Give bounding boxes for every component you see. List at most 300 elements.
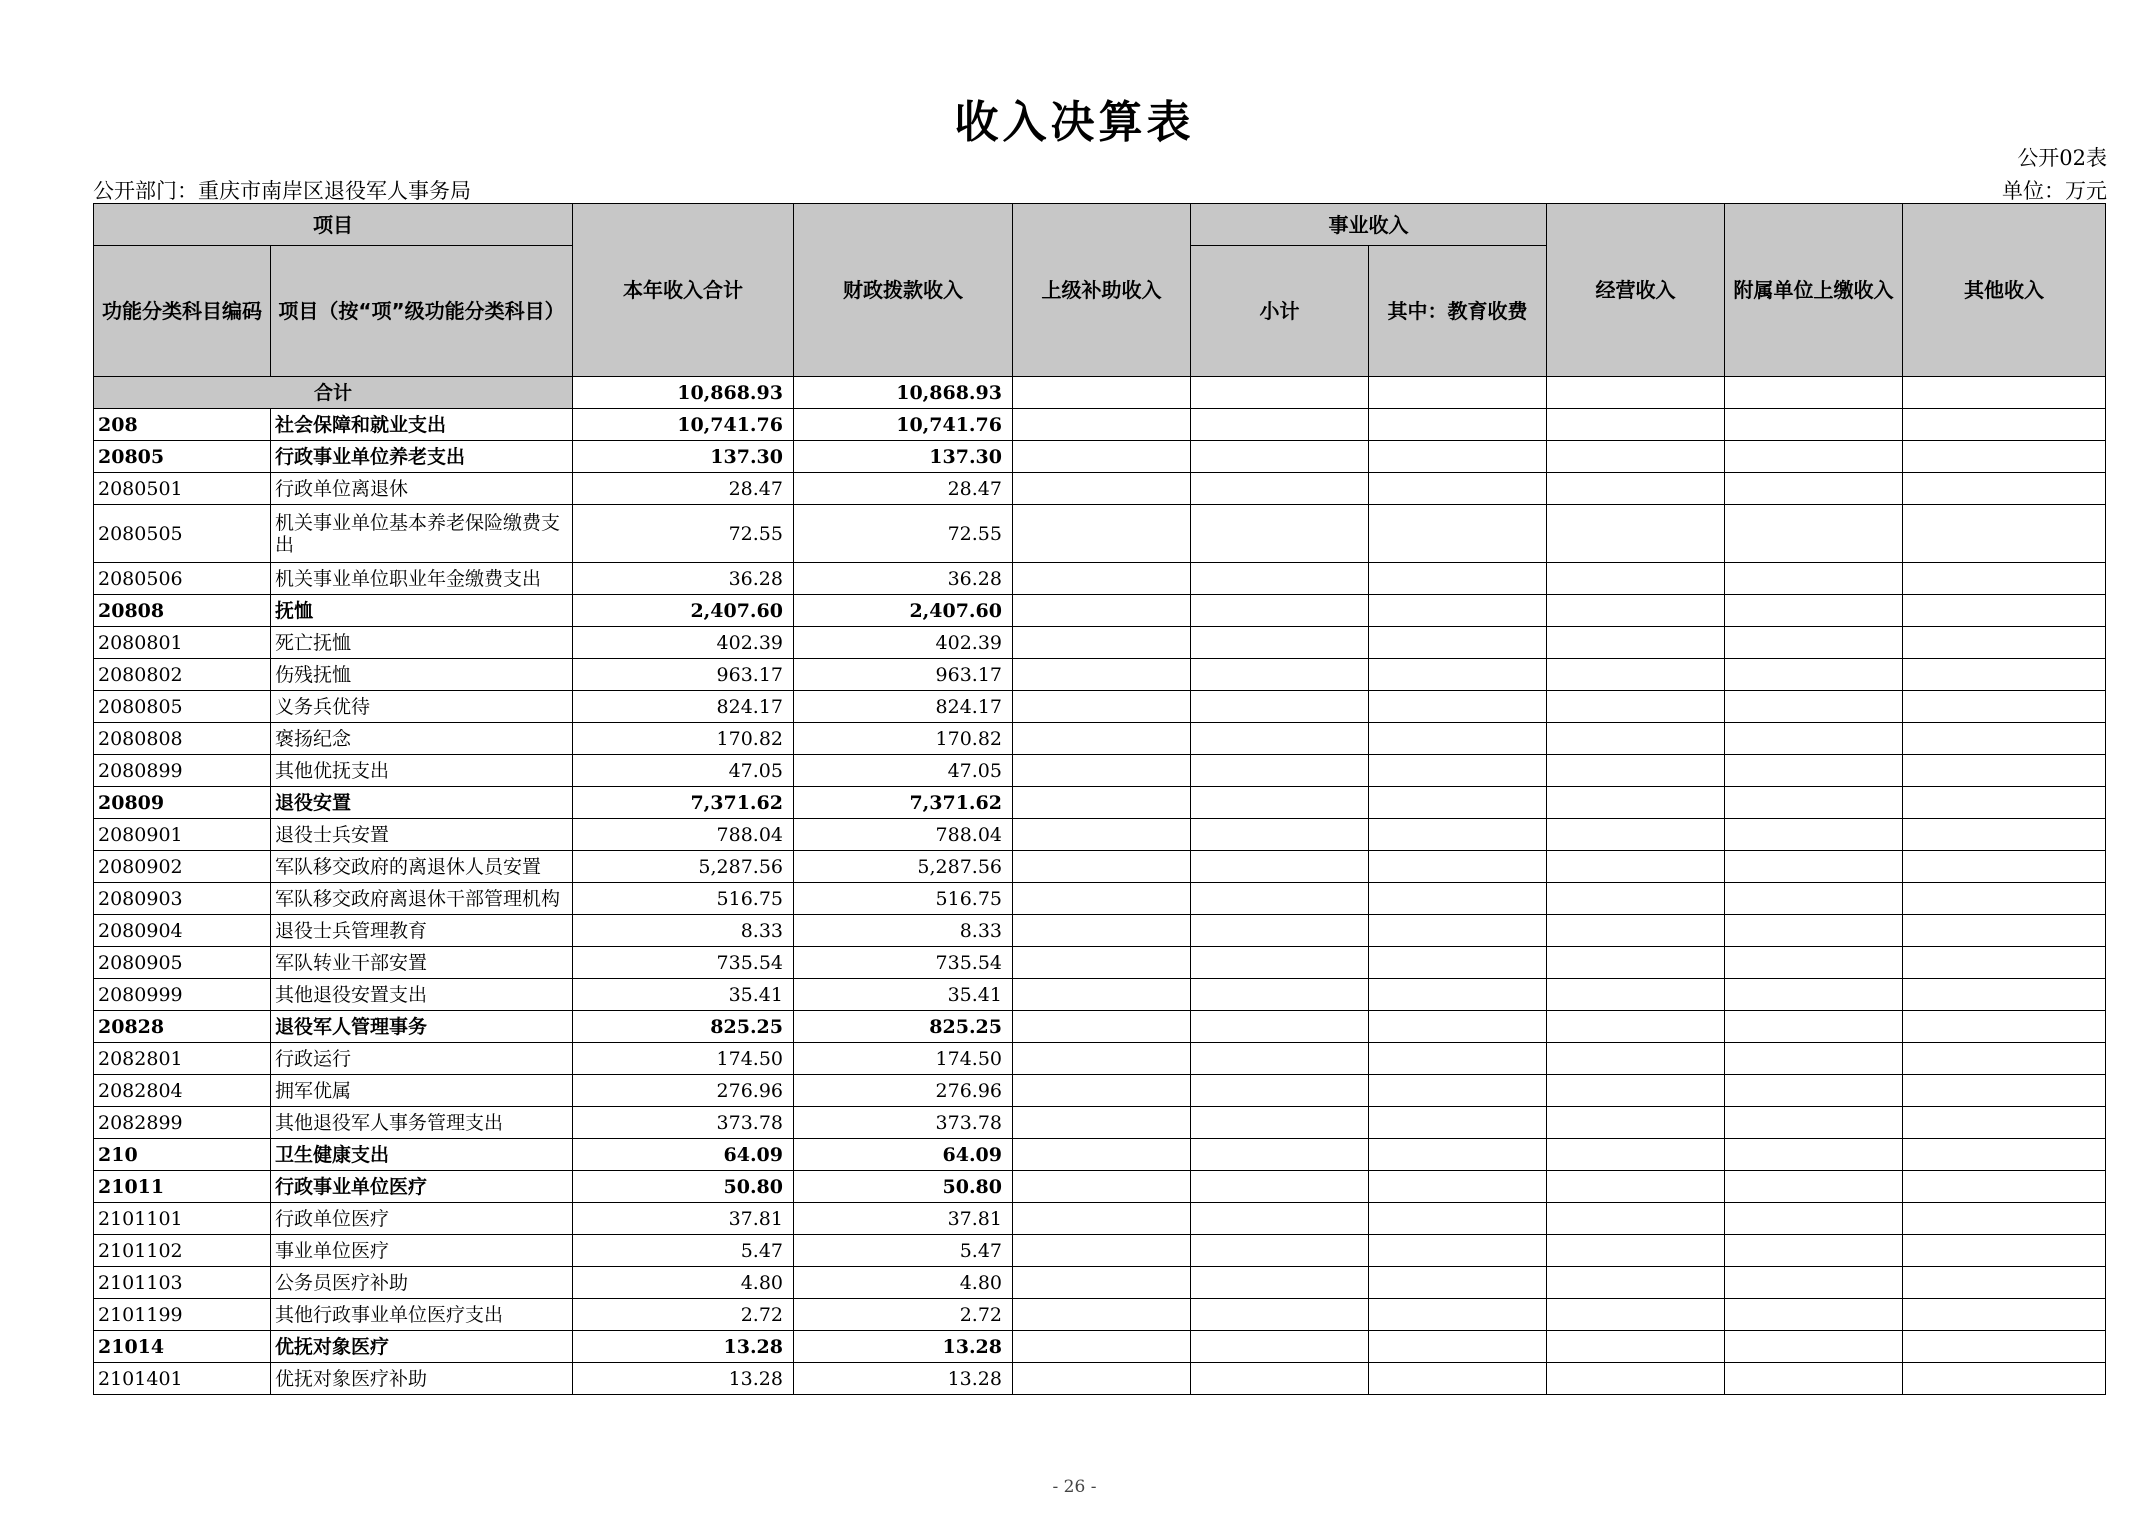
row-name: 死亡抚恤 bbox=[271, 627, 573, 659]
row-code: 2080802 bbox=[94, 659, 271, 691]
empty-cell bbox=[1369, 1139, 1547, 1171]
row-name: 机关事业单位职业年金缴费支出 bbox=[271, 563, 573, 595]
empty-cell bbox=[1191, 1107, 1369, 1139]
empty-cell bbox=[1725, 627, 1903, 659]
row-name: 伤残抚恤 bbox=[271, 659, 573, 691]
row-name: 军队移交政府离退休干部管理机构 bbox=[271, 883, 573, 915]
empty-cell bbox=[1547, 505, 1725, 563]
row-code: 20809 bbox=[94, 787, 271, 819]
row-name: 优抚对象医疗 bbox=[271, 1331, 573, 1363]
empty-cell bbox=[1547, 883, 1725, 915]
row-total: 963.17 bbox=[573, 659, 794, 691]
empty-cell bbox=[1547, 1171, 1725, 1203]
empty-cell bbox=[1725, 787, 1903, 819]
row-fiscal: 5.47 bbox=[794, 1235, 1013, 1267]
empty-cell bbox=[1013, 787, 1191, 819]
header-total: 本年收入合计 bbox=[573, 204, 794, 377]
empty-cell bbox=[1191, 1235, 1369, 1267]
row-name: 机关事业单位基本养老保险缴费支出 bbox=[271, 505, 573, 563]
empty-cell bbox=[1369, 595, 1547, 627]
row-total: 373.78 bbox=[573, 1107, 794, 1139]
row-code: 2080999 bbox=[94, 979, 271, 1011]
row-total: 824.17 bbox=[573, 691, 794, 723]
empty-cell bbox=[1547, 851, 1725, 883]
empty-cell bbox=[1547, 787, 1725, 819]
row-total: 37.81 bbox=[573, 1203, 794, 1235]
empty-cell bbox=[1725, 1299, 1903, 1331]
row-total: 7,371.62 bbox=[573, 787, 794, 819]
empty-cell bbox=[1369, 723, 1547, 755]
row-total: 50.80 bbox=[573, 1171, 794, 1203]
row-name: 军队移交政府的离退休人员安置 bbox=[271, 851, 573, 883]
row-fiscal: 2.72 bbox=[794, 1299, 1013, 1331]
row-code: 2101101 bbox=[94, 1203, 271, 1235]
total-label: 合计 bbox=[94, 377, 573, 409]
row-name: 退役士兵管理教育 bbox=[271, 915, 573, 947]
row-fiscal: 13.28 bbox=[794, 1363, 1013, 1395]
empty-cell bbox=[1369, 1331, 1547, 1363]
empty-cell bbox=[1725, 409, 1903, 441]
row-total: 8.33 bbox=[573, 915, 794, 947]
row-name: 优抚对象医疗补助 bbox=[271, 1363, 573, 1395]
row-code: 2101199 bbox=[94, 1299, 271, 1331]
row-name: 其他优抚支出 bbox=[271, 755, 573, 787]
empty-cell bbox=[1369, 659, 1547, 691]
empty-cell bbox=[1013, 1171, 1191, 1203]
row-name: 褒扬纪念 bbox=[271, 723, 573, 755]
empty-cell bbox=[1725, 1331, 1903, 1363]
empty-cell bbox=[1903, 1267, 2106, 1299]
header-subtotal: 小计 bbox=[1191, 246, 1369, 377]
header-business: 事业收入 bbox=[1191, 204, 1547, 246]
table-row bbox=[94, 947, 2106, 979]
empty-cell bbox=[1725, 1107, 1903, 1139]
row-code: 2082899 bbox=[94, 1107, 271, 1139]
empty-cell bbox=[1191, 1331, 1369, 1363]
empty-cell bbox=[1369, 563, 1547, 595]
row-fiscal: 8.33 bbox=[794, 915, 1013, 947]
header-item: 项目 bbox=[94, 204, 573, 246]
row-total: 28.47 bbox=[573, 473, 794, 505]
empty-cell bbox=[1903, 409, 2106, 441]
header-name: 项目（按“项”级功能分类科目） bbox=[271, 246, 573, 377]
empty-cell bbox=[1725, 915, 1903, 947]
empty-cell bbox=[1903, 883, 2106, 915]
row-fiscal: 4.80 bbox=[794, 1267, 1013, 1299]
empty-cell bbox=[1191, 1139, 1369, 1171]
row-fiscal: 5,287.56 bbox=[794, 851, 1013, 883]
row-code: 21011 bbox=[94, 1171, 271, 1203]
empty-cell bbox=[1547, 595, 1725, 627]
row-fiscal: 37.81 bbox=[794, 1203, 1013, 1235]
header-affiliated: 附属单位上缴收入 bbox=[1725, 204, 1903, 377]
empty-cell bbox=[1013, 883, 1191, 915]
row-name: 行政运行 bbox=[271, 1043, 573, 1075]
empty-cell bbox=[1903, 819, 2106, 851]
empty-cell bbox=[1369, 441, 1547, 473]
empty-cell bbox=[1013, 505, 1191, 563]
empty-cell bbox=[1369, 1203, 1547, 1235]
empty-cell bbox=[1369, 883, 1547, 915]
empty-cell bbox=[1903, 723, 2106, 755]
row-code: 20828 bbox=[94, 1011, 271, 1043]
table-row bbox=[94, 409, 2106, 441]
empty-cell bbox=[1547, 979, 1725, 1011]
empty-cell bbox=[1725, 979, 1903, 1011]
row-fiscal: 10,741.76 bbox=[794, 409, 1013, 441]
empty-cell bbox=[1903, 1139, 2106, 1171]
empty-cell bbox=[1903, 691, 2106, 723]
row-code: 2080901 bbox=[94, 819, 271, 851]
row-total: 72.55 bbox=[573, 505, 794, 563]
empty-cell bbox=[1191, 851, 1369, 883]
empty-cell bbox=[1369, 473, 1547, 505]
row-code: 2080505 bbox=[94, 505, 271, 563]
row-total: 47.05 bbox=[573, 755, 794, 787]
empty-cell bbox=[1013, 755, 1191, 787]
empty-cell bbox=[1369, 1267, 1547, 1299]
row-code: 2080905 bbox=[94, 947, 271, 979]
table-row bbox=[94, 723, 2106, 755]
row-name: 义务兵优待 bbox=[271, 691, 573, 723]
empty-cell bbox=[1369, 851, 1547, 883]
empty-cell bbox=[1725, 505, 1903, 563]
empty-cell bbox=[1191, 441, 1369, 473]
empty-cell bbox=[1547, 441, 1725, 473]
row-total: 5,287.56 bbox=[573, 851, 794, 883]
empty-cell bbox=[1903, 947, 2106, 979]
table-row bbox=[94, 1363, 2106, 1395]
unit-label: 单位：万元 bbox=[2002, 179, 2107, 203]
empty-cell bbox=[1013, 441, 1191, 473]
empty-cell bbox=[1903, 563, 2106, 595]
empty-cell bbox=[1903, 1203, 2106, 1235]
row-code: 2101401 bbox=[94, 1363, 271, 1395]
empty-cell bbox=[1369, 1299, 1547, 1331]
income-table bbox=[93, 203, 2106, 1395]
empty-cell bbox=[1547, 1267, 1725, 1299]
empty-cell bbox=[1547, 755, 1725, 787]
empty-cell bbox=[1013, 851, 1191, 883]
empty-cell bbox=[1725, 659, 1903, 691]
table-row bbox=[94, 915, 2106, 947]
row-fiscal: 137.30 bbox=[794, 441, 1013, 473]
empty-cell bbox=[1547, 947, 1725, 979]
empty-cell bbox=[1013, 947, 1191, 979]
row-name: 社会保障和就业支出 bbox=[271, 409, 573, 441]
empty-cell bbox=[1369, 505, 1547, 563]
empty-cell bbox=[1903, 915, 2106, 947]
empty-cell bbox=[1013, 1363, 1191, 1395]
empty-cell bbox=[1191, 1299, 1369, 1331]
empty-cell bbox=[1903, 505, 2106, 563]
empty-cell bbox=[1369, 409, 1547, 441]
row-name: 拥军优属 bbox=[271, 1075, 573, 1107]
empty-cell bbox=[1903, 979, 2106, 1011]
header-education: 其中：教育收费 bbox=[1369, 246, 1547, 377]
empty-cell bbox=[1013, 819, 1191, 851]
empty-cell bbox=[1369, 755, 1547, 787]
empty-cell bbox=[1547, 1235, 1725, 1267]
empty-cell bbox=[1013, 1299, 1191, 1331]
row-code: 2101102 bbox=[94, 1235, 271, 1267]
table-header bbox=[94, 204, 2106, 409]
empty-cell bbox=[1191, 1075, 1369, 1107]
row-total: 2.72 bbox=[573, 1299, 794, 1331]
empty-cell bbox=[1547, 1043, 1725, 1075]
empty-cell bbox=[1369, 979, 1547, 1011]
table-body bbox=[94, 409, 2106, 1395]
row-code: 2080501 bbox=[94, 473, 271, 505]
table-row bbox=[94, 787, 2106, 819]
row-total: 137.30 bbox=[573, 441, 794, 473]
empty-cell bbox=[1725, 563, 1903, 595]
empty-cell bbox=[1191, 627, 1369, 659]
table-row bbox=[94, 1203, 2106, 1235]
page-number: - 26 - bbox=[1052, 1477, 1097, 1497]
empty-cell bbox=[1725, 1043, 1903, 1075]
row-fiscal: 64.09 bbox=[794, 1139, 1013, 1171]
department-label: 公开部门：重庆市南岸区退役军人事务局 bbox=[93, 179, 471, 203]
empty-cell bbox=[1547, 1203, 1725, 1235]
empty-cell bbox=[1547, 819, 1725, 851]
row-total: 788.04 bbox=[573, 819, 794, 851]
total-row bbox=[94, 377, 2106, 409]
empty-cell bbox=[1013, 691, 1191, 723]
row-fiscal: 276.96 bbox=[794, 1075, 1013, 1107]
empty-cell bbox=[1903, 1011, 2106, 1043]
header-code: 功能分类科目编码 bbox=[94, 246, 271, 377]
empty-cell bbox=[1547, 723, 1725, 755]
empty-cell bbox=[1547, 627, 1725, 659]
empty-cell bbox=[1013, 1043, 1191, 1075]
empty-cell bbox=[1903, 1363, 2106, 1395]
empty-cell bbox=[1369, 1107, 1547, 1139]
row-total: 170.82 bbox=[573, 723, 794, 755]
row-code: 21014 bbox=[94, 1331, 271, 1363]
table-row bbox=[94, 563, 2106, 595]
empty-cell bbox=[1013, 1107, 1191, 1139]
row-name: 其他退役军人事务管理支出 bbox=[271, 1107, 573, 1139]
empty-cell bbox=[1547, 915, 1725, 947]
row-name: 卫生健康支出 bbox=[271, 1139, 573, 1171]
row-code: 2080506 bbox=[94, 563, 271, 595]
row-code: 20808 bbox=[94, 595, 271, 627]
empty-cell bbox=[1191, 883, 1369, 915]
empty-cell bbox=[1369, 1075, 1547, 1107]
row-code: 2082801 bbox=[94, 1043, 271, 1075]
table-row bbox=[94, 1139, 2106, 1171]
empty-cell bbox=[1369, 691, 1547, 723]
table-row bbox=[94, 1267, 2106, 1299]
row-total: 735.54 bbox=[573, 947, 794, 979]
empty-cell bbox=[1725, 723, 1903, 755]
empty-cell bbox=[1013, 1331, 1191, 1363]
empty-cell bbox=[1191, 473, 1369, 505]
empty-cell bbox=[1725, 1363, 1903, 1395]
table-row bbox=[94, 1075, 2106, 1107]
row-total: 13.28 bbox=[573, 1363, 794, 1395]
row-name: 军队转业干部安置 bbox=[271, 947, 573, 979]
empty-cell bbox=[1725, 1235, 1903, 1267]
row-code: 2080801 bbox=[94, 627, 271, 659]
empty-cell bbox=[1725, 1075, 1903, 1107]
empty-cell bbox=[1725, 947, 1903, 979]
header-other: 其他收入 bbox=[1903, 204, 2106, 377]
row-total: 516.75 bbox=[573, 883, 794, 915]
row-total: 64.09 bbox=[573, 1139, 794, 1171]
empty-cell bbox=[1191, 659, 1369, 691]
empty-cell bbox=[1903, 1107, 2106, 1139]
empty-cell bbox=[1191, 819, 1369, 851]
empty-cell bbox=[1191, 915, 1369, 947]
row-fiscal: 402.39 bbox=[794, 627, 1013, 659]
empty-cell bbox=[1547, 1011, 1725, 1043]
row-fiscal: 735.54 bbox=[794, 947, 1013, 979]
row-fiscal: 825.25 bbox=[794, 1011, 1013, 1043]
total-amount: 10,868.93 bbox=[573, 377, 794, 409]
empty-cell bbox=[1369, 819, 1547, 851]
empty-cell bbox=[1191, 1043, 1369, 1075]
row-fiscal: 50.80 bbox=[794, 1171, 1013, 1203]
table-row bbox=[94, 1011, 2106, 1043]
empty-cell bbox=[1191, 595, 1369, 627]
row-fiscal: 824.17 bbox=[794, 691, 1013, 723]
empty-cell bbox=[1725, 691, 1903, 723]
empty-cell bbox=[1903, 1299, 2106, 1331]
empty-cell bbox=[1903, 1331, 2106, 1363]
empty-cell bbox=[1013, 915, 1191, 947]
table-row bbox=[94, 505, 2106, 563]
empty-cell bbox=[1013, 1139, 1191, 1171]
empty-cell bbox=[1725, 883, 1903, 915]
empty-cell bbox=[1013, 979, 1191, 1011]
row-fiscal: 28.47 bbox=[794, 473, 1013, 505]
table-row bbox=[94, 441, 2106, 473]
empty-cell bbox=[1013, 595, 1191, 627]
row-total: 35.41 bbox=[573, 979, 794, 1011]
empty-cell bbox=[1903, 595, 2106, 627]
empty-cell bbox=[1547, 409, 1725, 441]
row-fiscal: 373.78 bbox=[794, 1107, 1013, 1139]
empty-cell bbox=[1903, 1235, 2106, 1267]
row-name: 退役安置 bbox=[271, 787, 573, 819]
empty-cell bbox=[1369, 627, 1547, 659]
table-row bbox=[94, 1299, 2106, 1331]
row-fiscal: 788.04 bbox=[794, 819, 1013, 851]
empty-cell bbox=[1903, 755, 2106, 787]
row-total: 4.80 bbox=[573, 1267, 794, 1299]
empty-cell bbox=[1369, 1363, 1547, 1395]
empty-cell bbox=[1013, 723, 1191, 755]
empty-cell bbox=[1369, 1011, 1547, 1043]
empty-cell bbox=[1725, 755, 1903, 787]
page-title: 收入决算表 bbox=[954, 97, 1195, 148]
row-total: 2,407.60 bbox=[573, 595, 794, 627]
row-fiscal: 963.17 bbox=[794, 659, 1013, 691]
empty-cell bbox=[1191, 1171, 1369, 1203]
form-number: 公开02表 bbox=[2017, 146, 2107, 170]
empty-cell bbox=[1725, 1203, 1903, 1235]
row-code: 208 bbox=[94, 409, 271, 441]
table-row bbox=[94, 1235, 2106, 1267]
empty-cell bbox=[1191, 723, 1369, 755]
empty-cell bbox=[1013, 1235, 1191, 1267]
empty-cell bbox=[1013, 1267, 1191, 1299]
empty-cell bbox=[1369, 947, 1547, 979]
empty-cell bbox=[1725, 441, 1903, 473]
empty-cell bbox=[1369, 1171, 1547, 1203]
table-row bbox=[94, 883, 2106, 915]
empty-cell bbox=[1547, 1331, 1725, 1363]
row-name: 抚恤 bbox=[271, 595, 573, 627]
row-total: 174.50 bbox=[573, 1043, 794, 1075]
empty-cell bbox=[1547, 1363, 1725, 1395]
row-total: 276.96 bbox=[573, 1075, 794, 1107]
empty-cell bbox=[1191, 979, 1369, 1011]
row-total: 36.28 bbox=[573, 563, 794, 595]
empty-cell bbox=[1725, 595, 1903, 627]
row-code: 20805 bbox=[94, 441, 271, 473]
row-code: 2080808 bbox=[94, 723, 271, 755]
empty-cell bbox=[1547, 1139, 1725, 1171]
empty-cell bbox=[1013, 563, 1191, 595]
row-name: 行政事业单位医疗 bbox=[271, 1171, 573, 1203]
row-name: 行政单位医疗 bbox=[271, 1203, 573, 1235]
empty-cell bbox=[1547, 1075, 1725, 1107]
empty-cell bbox=[1191, 787, 1369, 819]
empty-cell bbox=[1191, 1363, 1369, 1395]
row-code: 2101103 bbox=[94, 1267, 271, 1299]
empty-cell bbox=[1191, 1203, 1369, 1235]
table-row bbox=[94, 755, 2106, 787]
total-fiscal: 10,868.93 bbox=[794, 377, 1013, 409]
row-name: 事业单位医疗 bbox=[271, 1235, 573, 1267]
empty-cell bbox=[1903, 441, 2106, 473]
row-total: 5.47 bbox=[573, 1235, 794, 1267]
row-fiscal: 47.05 bbox=[794, 755, 1013, 787]
row-total: 10,741.76 bbox=[573, 409, 794, 441]
empty-cell bbox=[1903, 659, 2106, 691]
row-total: 825.25 bbox=[573, 1011, 794, 1043]
table-row bbox=[94, 979, 2106, 1011]
table-row bbox=[94, 851, 2106, 883]
row-code: 2080805 bbox=[94, 691, 271, 723]
empty-cell bbox=[1191, 691, 1369, 723]
table-row bbox=[94, 595, 2106, 627]
empty-cell bbox=[1725, 1011, 1903, 1043]
header-superior: 上级补助收入 bbox=[1013, 204, 1191, 377]
empty-cell bbox=[1547, 1107, 1725, 1139]
empty-cell bbox=[1725, 473, 1903, 505]
empty-cell bbox=[1547, 691, 1725, 723]
row-code: 2080902 bbox=[94, 851, 271, 883]
row-fiscal: 2,407.60 bbox=[794, 595, 1013, 627]
empty-cell bbox=[1903, 851, 2106, 883]
empty-cell bbox=[1547, 1299, 1725, 1331]
empty-cell bbox=[1547, 659, 1725, 691]
row-name: 其他行政事业单位医疗支出 bbox=[271, 1299, 573, 1331]
empty-cell bbox=[1013, 1203, 1191, 1235]
row-fiscal: 36.28 bbox=[794, 563, 1013, 595]
row-fiscal: 35.41 bbox=[794, 979, 1013, 1011]
table-row bbox=[94, 1331, 2106, 1363]
empty-cell bbox=[1725, 1139, 1903, 1171]
empty-cell bbox=[1191, 505, 1369, 563]
empty-cell bbox=[1903, 1043, 2106, 1075]
row-name: 退役军人管理事务 bbox=[271, 1011, 573, 1043]
empty-cell bbox=[1725, 1171, 1903, 1203]
